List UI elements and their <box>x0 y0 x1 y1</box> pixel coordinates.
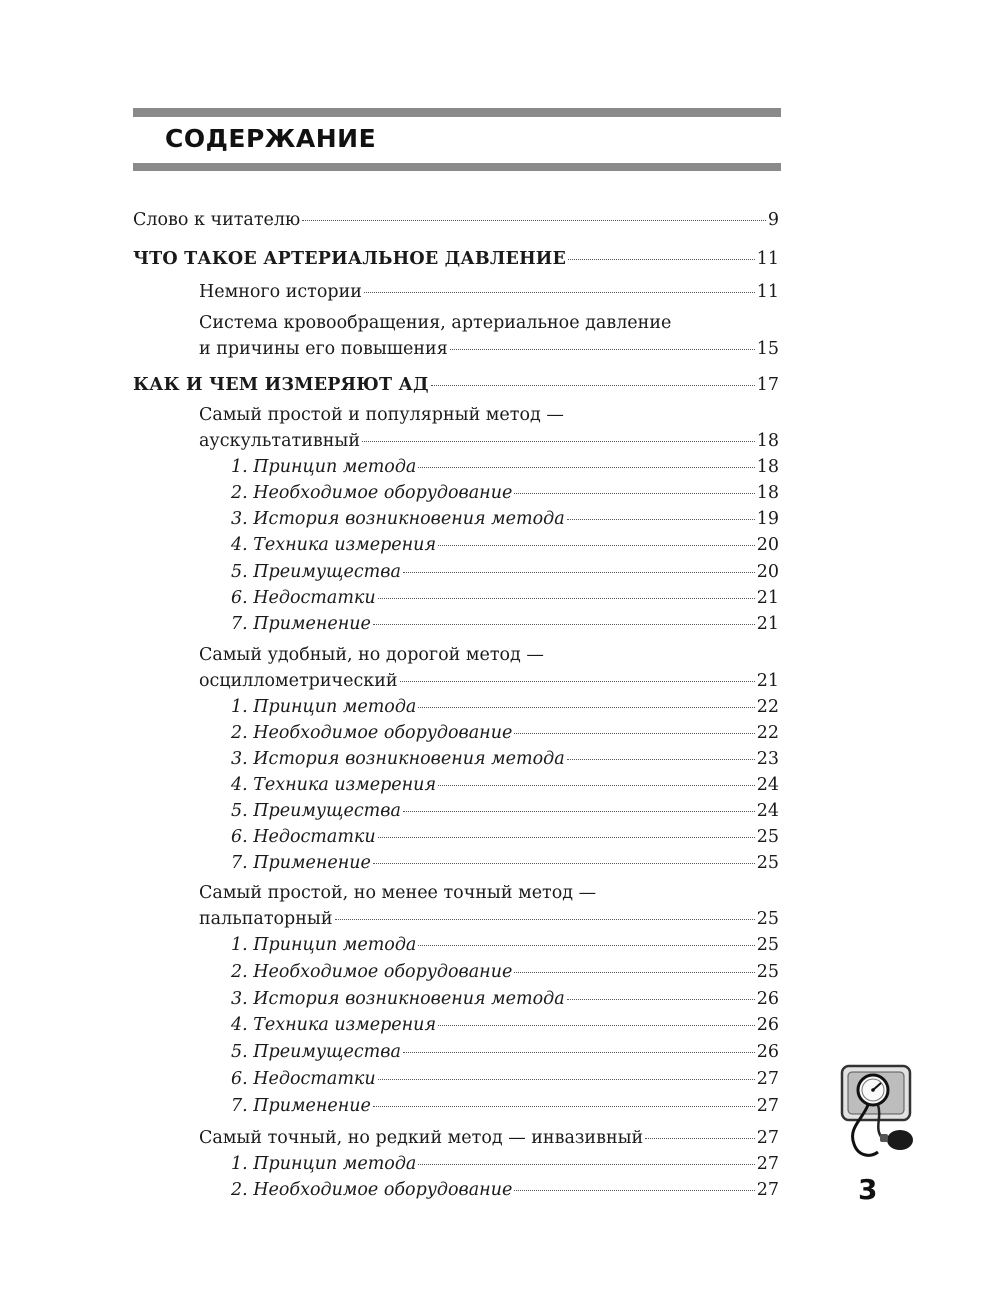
toc-entry[interactable] <box>231 1153 779 1175</box>
toc-entry[interactable] <box>199 430 779 452</box>
toc-entry-page: 11 <box>756 282 779 302</box>
toc-entry-page: 27 <box>756 1069 779 1089</box>
toc-entry[interactable] <box>231 696 779 718</box>
toc-entry[interactable] <box>199 281 779 303</box>
dot-leader <box>364 292 755 293</box>
toc-entry-page: 26 <box>756 1015 779 1035</box>
toc-entry-page: 27 <box>756 1154 779 1174</box>
toc-entry-title: 6. Недостатки <box>231 827 376 847</box>
toc-entry[interactable] <box>231 1095 779 1117</box>
toc-entry[interactable] <box>231 852 779 874</box>
toc-entry[interactable] <box>133 374 779 396</box>
dot-leader <box>514 1190 754 1191</box>
toc-entry-title: Немного истории <box>199 282 362 302</box>
dot-leader <box>362 441 755 442</box>
dot-leader <box>373 863 755 864</box>
toc-entry-title: 2. Необходимое оборудование <box>231 723 513 743</box>
toc-entry-page: 25 <box>756 935 779 955</box>
dot-leader <box>373 1106 755 1107</box>
dot-leader <box>403 811 755 812</box>
toc-entry-title: 7. Применение <box>231 614 371 634</box>
dot-leader <box>438 545 755 546</box>
toc-entry-title: пальпаторный <box>199 909 333 929</box>
toc-entry[interactable] <box>231 1068 779 1090</box>
toc-entry-title: и причины его повышения <box>199 339 448 359</box>
toc-entry-page: 11 <box>756 249 779 269</box>
toc-entry-title: 2. Необходимое оборудование <box>231 1180 513 1200</box>
page-number: 3 <box>858 1173 878 1206</box>
toc-entry-title: 2. Необходимое оборудование <box>231 483 513 503</box>
toc-entry-title: 3. История возникновения метода <box>231 509 565 529</box>
toc-entry[interactable] <box>231 587 779 609</box>
toc-entry[interactable] <box>231 534 779 556</box>
toc-entry[interactable] <box>231 613 779 635</box>
toc-entry[interactable] <box>231 748 779 770</box>
dot-leader <box>567 519 755 520</box>
toc-entry-page: 18 <box>756 431 779 451</box>
toc-entry-page: 25 <box>756 909 779 929</box>
toc-entry-page: 27 <box>756 1096 779 1116</box>
dot-leader <box>302 220 766 221</box>
dot-leader <box>418 945 754 946</box>
toc-entry-title: 1. Принцип метода <box>231 457 417 477</box>
toc-entry-first-line: Самый простой, но менее точный метод — <box>199 883 597 903</box>
toc-entry-title: 5. Преимущества <box>231 562 401 582</box>
toc-entry[interactable] <box>231 800 779 822</box>
dot-leader <box>418 1164 754 1165</box>
blood-pressure-monitor-icon <box>836 1062 916 1162</box>
dot-leader <box>645 1138 755 1139</box>
dot-leader <box>514 972 754 973</box>
toc-entry-first-line: Самый простой и популярный метод — <box>199 405 564 425</box>
toc-entry-title: 4. Техника измерения <box>231 1015 437 1035</box>
dot-leader <box>514 493 754 494</box>
toc-entry-page: 25 <box>756 827 779 847</box>
toc-entry-page: 22 <box>756 723 779 743</box>
toc-entry-title: Самый точный, но редкий метод — инвазивный <box>199 1128 644 1148</box>
toc-entry[interactable] <box>231 774 779 796</box>
dot-leader <box>378 598 755 599</box>
dot-leader <box>418 467 754 468</box>
page-title: СОДЕРЖАНИЕ <box>165 124 377 153</box>
toc-entry[interactable] <box>231 722 779 744</box>
toc-entry-title: 7. Применение <box>231 853 371 873</box>
toc-entry-page: 23 <box>756 749 779 769</box>
toc-entry-title: 4. Техника измерения <box>231 535 437 555</box>
toc-entry-title: 5. Преимущества <box>231 1042 401 1062</box>
toc-entry-page: 26 <box>756 989 779 1009</box>
toc-entry-first-line: Система кровообращения, артериальное давление <box>199 313 672 333</box>
toc-entry-title: ЧТО ТАКОЕ АРТЕРИАЛЬНОЕ ДАВЛЕНИЕ <box>133 249 567 269</box>
dot-leader <box>378 837 755 838</box>
dot-leader <box>567 759 755 760</box>
toc-entry-title: 3. История возникновения метода <box>231 989 565 1009</box>
toc-entry[interactable] <box>231 961 779 983</box>
toc-entry-page: 25 <box>756 962 779 982</box>
dot-leader <box>438 785 755 786</box>
toc-entry-title: 5. Преимущества <box>231 801 401 821</box>
toc-entry-page: 17 <box>756 375 779 395</box>
toc-entry-page: 24 <box>756 775 779 795</box>
toc-entry-page: 20 <box>756 535 779 555</box>
toc-entry-page: 21 <box>756 614 779 634</box>
toc-entry-title: 2. Необходимое оборудование <box>231 962 513 982</box>
toc-entry[interactable] <box>231 561 779 583</box>
dot-leader <box>403 572 755 573</box>
toc-entry-page: 27 <box>756 1128 779 1148</box>
dot-leader <box>418 707 754 708</box>
toc-entry-page: 15 <box>756 339 779 359</box>
toc-entry[interactable] <box>231 1014 779 1036</box>
toc-entry-page: 22 <box>756 697 779 717</box>
toc-entry-page: 25 <box>756 853 779 873</box>
dot-leader <box>378 1079 755 1080</box>
toc-entry-page: 9 <box>767 210 779 230</box>
toc-entry-title: КАК И ЧЕМ ИЗМЕРЯЮТ АД <box>133 375 429 395</box>
dot-leader <box>400 681 755 682</box>
dot-leader <box>514 733 754 734</box>
toc-entry[interactable] <box>231 826 779 848</box>
toc-entry-title: аускультативный <box>199 431 360 451</box>
toc-entry-title: Слово к читателю <box>133 210 301 230</box>
toc-entry-page: 21 <box>756 588 779 608</box>
toc-entry-page: 27 <box>756 1180 779 1200</box>
toc-entry-page: 20 <box>756 562 779 582</box>
toc-entry-first-line: Самый удобный, но дорогой метод — <box>199 645 544 665</box>
toc-entry-title: 7. Применение <box>231 1096 371 1116</box>
toc-entry[interactable] <box>133 209 779 231</box>
toc-entry-page: 18 <box>756 483 779 503</box>
toc-entry[interactable] <box>133 248 779 270</box>
toc-entry-title: 6. Недостатки <box>231 588 376 608</box>
toc-entry-title: осциллометрический <box>199 671 398 691</box>
toc-entry-title: 1. Принцип метода <box>231 1154 417 1174</box>
dot-leader <box>567 999 755 1000</box>
toc-entry[interactable] <box>231 934 779 956</box>
toc-entry-page: 26 <box>756 1042 779 1062</box>
dot-leader <box>373 624 755 625</box>
toc-entry[interactable] <box>231 482 779 504</box>
toc-entry[interactable] <box>199 908 779 930</box>
toc-entry-title: 4. Техника измерения <box>231 775 437 795</box>
toc-entry-title: 3. История возникновения метода <box>231 749 565 769</box>
toc-entry[interactable] <box>231 508 779 530</box>
toc-entry[interactable] <box>199 1127 779 1149</box>
dot-leader <box>335 919 755 920</box>
dot-leader <box>450 349 755 350</box>
toc-entry[interactable] <box>199 338 779 360</box>
toc-entry-page: 24 <box>756 801 779 821</box>
toc-entry[interactable] <box>231 988 779 1010</box>
toc-entry[interactable] <box>231 456 779 478</box>
toc-entry[interactable] <box>199 670 779 692</box>
dot-leader <box>568 259 755 260</box>
dot-leader <box>403 1052 755 1053</box>
toc-entry-page: 19 <box>756 509 779 529</box>
toc-entry[interactable] <box>231 1179 779 1201</box>
toc-entry-title: 1. Принцип метода <box>231 935 417 955</box>
toc-entry[interactable] <box>231 1041 779 1063</box>
dot-leader <box>431 385 755 386</box>
toc-entry-page: 21 <box>756 671 779 691</box>
toc-entry-title: 1. Принцип метода <box>231 697 417 717</box>
toc-entry-title: 6. Недостатки <box>231 1069 376 1089</box>
toc-entry-page: 18 <box>756 457 779 477</box>
dot-leader <box>438 1025 755 1026</box>
